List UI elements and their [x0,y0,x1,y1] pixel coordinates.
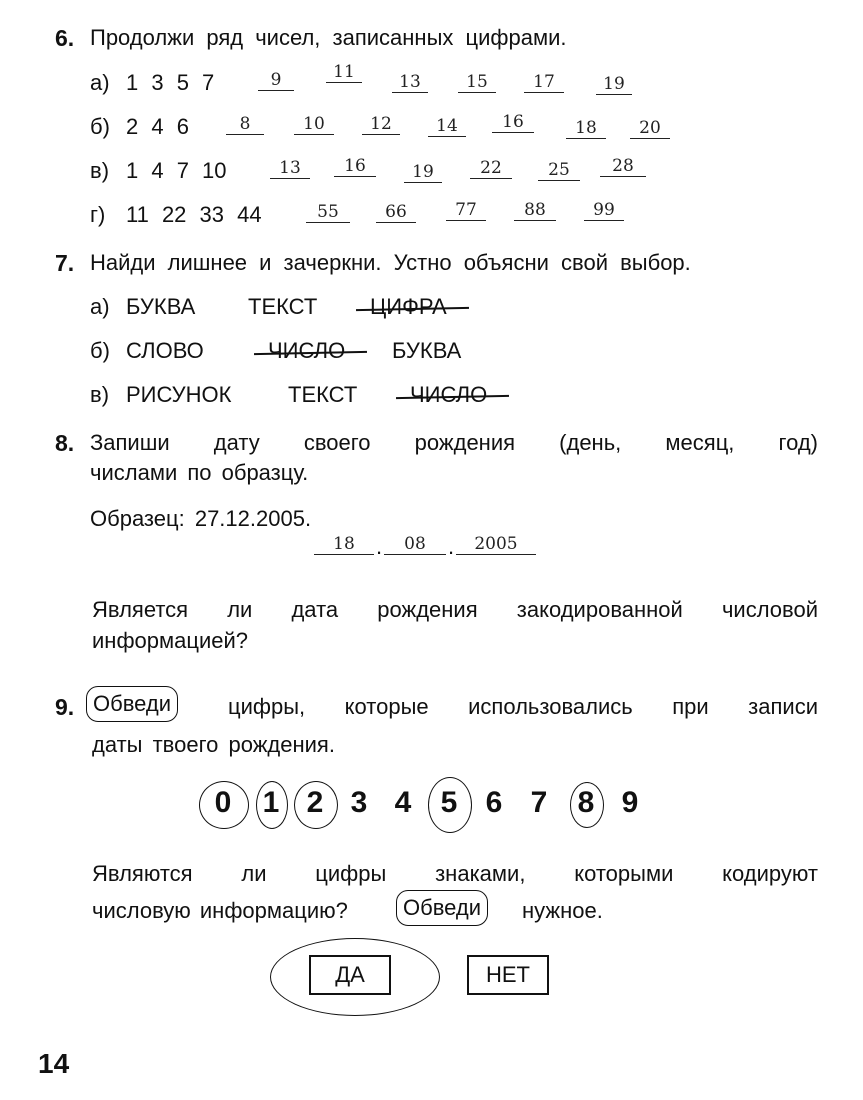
digit-8[interactable]: 8 [577,786,595,819]
task8-sample: Образец: 27.12.2005. [90,506,312,531]
task7-number: 7. [55,250,75,276]
task6-b-answer[interactable]: 8 [226,114,264,135]
task6-d-answer[interactable]: 88 [514,200,556,221]
task6-number: 6. [55,25,75,51]
digit-3[interactable]: 3 [350,786,368,819]
task9-question-line1: Являются ли цифры знаками, которыми кодируют [92,861,818,886]
digit-2[interactable]: 2 [306,786,324,819]
task7-row-b-crossed-word[interactable]: ЧИСЛО [268,338,346,363]
task6-d-answer[interactable]: 77 [446,200,486,221]
task6-row-d-given: 11 22 33 44 [126,202,262,227]
task7-row-a-word: БУКВА [126,294,196,319]
task6-title: Продолжи ряд чисел, записанных цифрами. [90,25,567,50]
task6-a-answer[interactable]: 13 [392,72,428,93]
date-year-field[interactable]: 2005 [456,534,536,555]
task7-row-b-word: СЛОВО [126,338,204,363]
task8-number: 8. [55,430,75,456]
task7-row-a-crossed-word[interactable]: ЦИФРА [370,294,447,319]
circle-word-label: Обведи [86,686,178,722]
task7-row-b-label: б) [90,338,110,363]
task6-row-b-label: б) [90,114,110,139]
task7-row-c-word: РИСУНОК [126,382,232,407]
task9-line1: цифры, которые использовались при записи [228,694,818,719]
date-month-field[interactable]: 08 [384,534,446,555]
task9-number: 9. [55,694,75,720]
date-separator: . [448,534,455,559]
task6-a-answer[interactable]: 15 [458,72,496,93]
task6-c-answer[interactable]: 25 [538,160,580,181]
task8-question-line1: Является ли дата рождения закодированной числовой [92,597,818,622]
digit-1[interactable]: 1 [262,786,280,819]
task7-row-a-label: а) [90,294,110,319]
task6-b-answer[interactable]: 12 [362,114,400,135]
circle-word-label: Обведи [396,890,488,926]
task6-row-a-given: 1 3 5 7 [126,70,215,95]
date-separator: . [376,534,383,559]
task9-question-line2: числовую информацию? [92,898,348,923]
task7-row-c-word: ТЕКСТ [288,382,358,407]
task6-b-answer[interactable]: 18 [566,118,606,139]
digit-4[interactable]: 4 [394,786,412,819]
answer-no-box[interactable]: НЕТ [467,955,549,995]
task6-c-answer[interactable]: 16 [334,156,376,177]
task6-row-c-given: 1 4 7 10 [126,158,227,183]
task8-line1: Запиши дату своего рождения (день, месяц, год) [90,430,818,455]
task6-a-answer[interactable]: 19 [596,74,632,95]
task9-line2: даты твоего рождения. [92,732,335,757]
digit-0[interactable]: 0 [214,786,232,819]
task6-c-answer[interactable]: 19 [404,162,442,183]
digit-7[interactable]: 7 [530,786,548,819]
task6-row-b-given: 2 4 6 [126,114,189,139]
task9-question-line2-end: нужное. [522,898,603,923]
task7-row-c-crossed-word[interactable]: ЧИСЛО [410,382,488,407]
answer-yes-box[interactable]: ДА [309,955,391,995]
task8-line2: числами по образцу. [90,460,309,485]
task6-b-answer[interactable]: 14 [428,116,466,137]
page-number: 14 [38,1048,70,1079]
task6-row-a-label: а) [90,70,110,95]
task6-row-c-label: в) [90,158,110,183]
task6-c-answer[interactable]: 28 [600,156,646,177]
task6-d-answer[interactable]: 99 [584,200,624,221]
task6-a-answer[interactable]: 17 [524,72,564,93]
task6-b-answer[interactable]: 20 [630,118,670,139]
task6-d-answer[interactable]: 55 [306,202,350,223]
task8-question-line2: информацией? [92,628,249,653]
digit-9[interactable]: 9 [621,786,639,819]
digit-6[interactable]: 6 [485,786,503,819]
task6-b-answer[interactable]: 10 [294,114,334,135]
task6-row-d-label: г) [90,202,106,227]
task6-a-answer[interactable]: 11 [326,62,362,83]
task6-a-answer[interactable]: 9 [258,70,294,91]
task6-c-answer[interactable]: 22 [470,158,512,179]
task6-b-answer[interactable]: 16 [492,112,534,133]
task6-d-answer[interactable]: 66 [376,202,416,223]
task7-row-a-word: ТЕКСТ [248,294,318,319]
task7-row-c-label: в) [90,382,110,407]
task6-c-answer[interactable]: 13 [270,158,310,179]
digit-5[interactable]: 5 [440,786,458,819]
task7-row-b-word: БУКВА [392,338,462,363]
date-day-field[interactable]: 18 [314,534,374,555]
task7-title: Найди лишнее и зачеркни. Устно объясни свой выбор. [90,250,691,275]
